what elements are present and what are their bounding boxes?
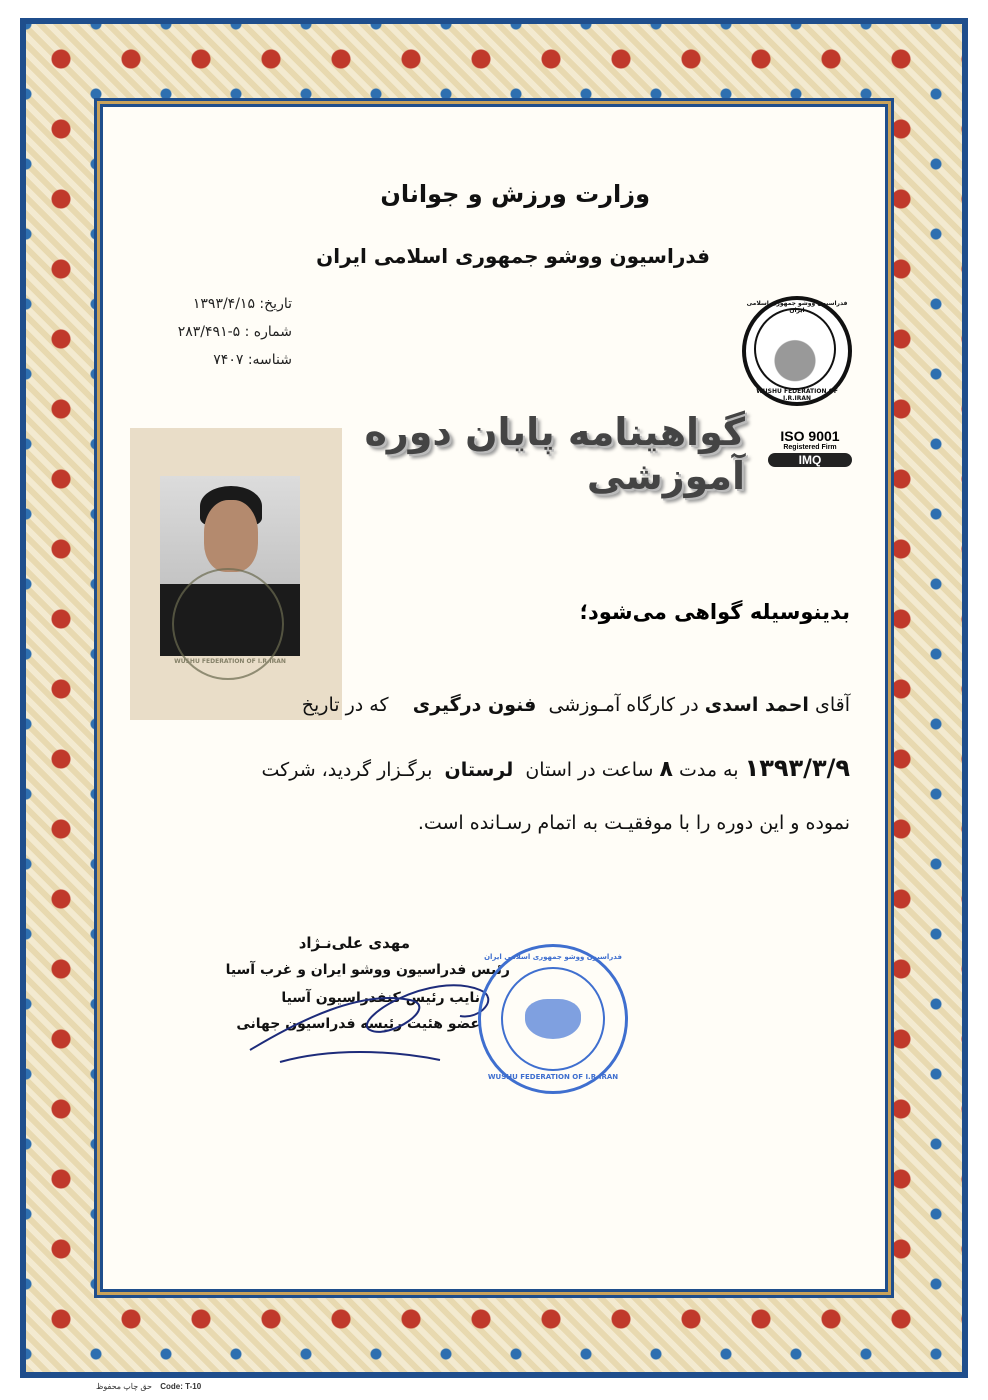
logo-bottom-text: WUSHU FEDERATION OF I.R.IRAN (756, 388, 838, 402)
signatory-name: مهدی علی‌نـژاد (298, 934, 410, 952)
province-name: لرستان (444, 759, 514, 781)
course-date: ۱۳۹۳/۳/۹ (744, 754, 850, 782)
logo-ring-text: فدراسیون ووشو جمهوری اسلامی ایران (746, 300, 848, 314)
logo-emblem-icon (754, 308, 836, 390)
signatory-role-1: رئیس فدراسیون ووشو ایران و غرب آسیا (225, 962, 510, 978)
number-line (160, 324, 292, 340)
imq-logo: IMQ (768, 453, 852, 467)
intro-text: بدینوسیله گواهی می‌شود؛ (579, 600, 850, 624)
id-value: ۷۴۰۷ (213, 352, 244, 368)
photo-stamp-text: WUSHU FEDERATION OF I.R.IRAN (174, 658, 286, 665)
iso-badge (760, 428, 860, 467)
line2-mid2: ساعت در استان (525, 759, 654, 781)
signatory-role-2: نایب رئیس کنفدراسیون آسیا (281, 990, 480, 1006)
seal-emblem-icon (525, 999, 581, 1039)
federation-seal (478, 944, 628, 1094)
date-value: ۱۳۹۳/۴/۱۵ (192, 296, 255, 312)
iso-registered: Registered Firm (783, 444, 837, 451)
certificate-title: گواهینامه پایان دوره آموزشی (364, 410, 745, 498)
title-prefix: آقای (814, 694, 850, 716)
photo-face (204, 500, 258, 572)
date-label: تاریخ: (259, 296, 292, 312)
id-line (160, 352, 292, 368)
federation-title: فدراسیون ووشو جمهوری اسلامی ایران (316, 244, 710, 268)
body-line-2 (150, 754, 850, 782)
course-name: فنون درگیری (412, 694, 537, 716)
line2-suffix: برگـزار گردید، شرکت (261, 759, 433, 781)
id-label: شناسه: (247, 352, 292, 368)
course-hours: ۸ (659, 757, 673, 782)
seal-ring-text: فدراسیون ووشو جمهوری اسلامی ایران (484, 953, 622, 961)
footer-code-text: Code: T-10 (160, 1382, 202, 1391)
footer-code (96, 1382, 201, 1391)
line2-mid: به مدت (678, 759, 739, 781)
number-label: شماره : (244, 324, 292, 340)
photo-stamp (172, 568, 284, 680)
number-value: ۵-۲۸۳/۴۹۱ (177, 324, 241, 340)
iso-label: ISO 9001 (780, 428, 840, 444)
handwritten-signature (240, 930, 520, 1070)
ministry-title: وزارت ورزش و جوانان (380, 180, 650, 208)
recipient-name: احمد اسدی (704, 694, 809, 716)
line1-mid: در کارگاه آمـوزشی (548, 694, 699, 716)
line1-suffix: که در تاریخ (301, 694, 389, 716)
date-line (160, 296, 292, 312)
federation-logo (742, 296, 852, 426)
body-line-1 (150, 694, 850, 716)
seal-bottom-text: WUSHU FEDERATION OF I.R.IRAN (487, 1073, 619, 1081)
signatory-role-3: عضو هئیت رئیسه فدراسیون جهانی (236, 1016, 480, 1032)
footer-rights: حق چاپ محفوظ (96, 1382, 153, 1391)
body-line-3: نموده و این دوره را با موفقیـت به اتمام رسـانده است. (417, 812, 850, 834)
